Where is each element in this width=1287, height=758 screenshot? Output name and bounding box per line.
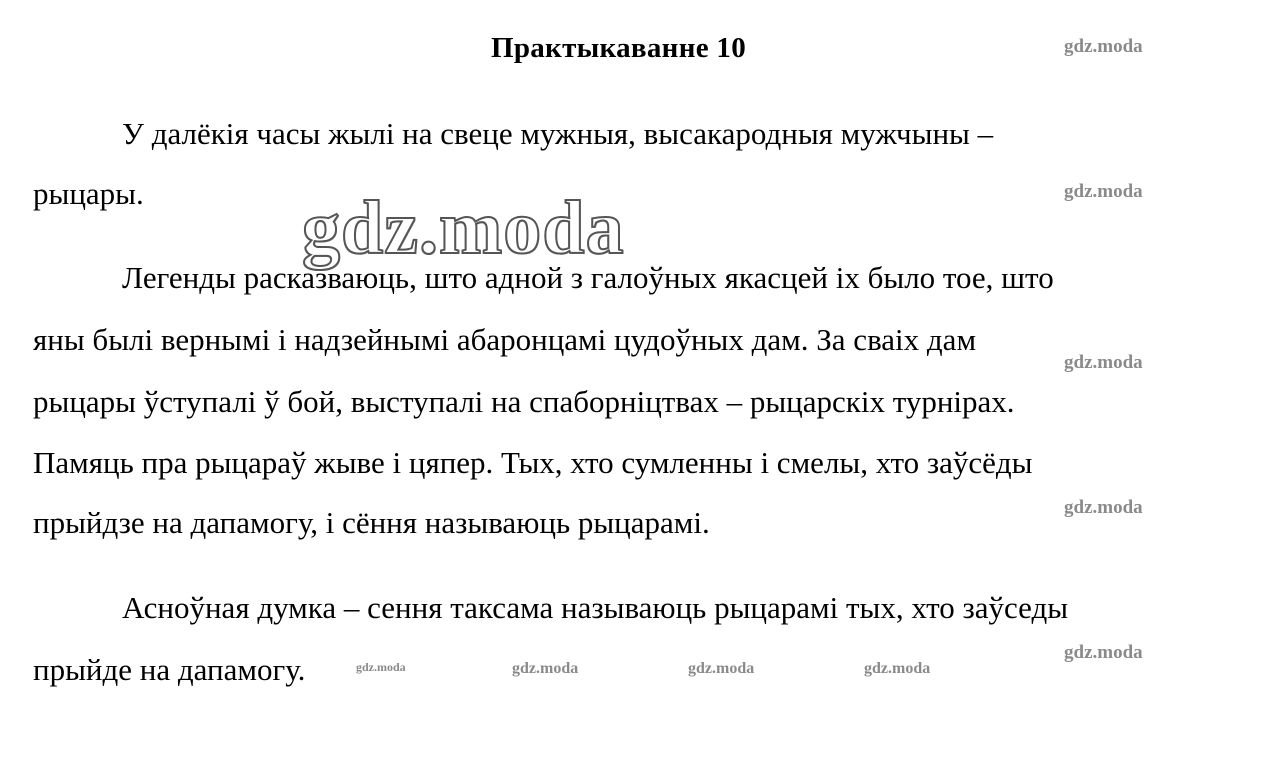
page-title: Практыкаванне 10 [490,32,747,64]
paragraph-2-line-5: прыйдзе на дапамогу, і сёння называюць рыцарамі. [33,505,710,540]
watermark-right-4: gdz.moda [1064,497,1143,518]
watermark-inline-3: gdz.moda [864,660,931,677]
watermark-right-5: gdz.moda [1064,642,1143,663]
paragraph-2-line-2: яны былі вернымі і надзейнымі абаронцамі цудоўных дам. За сваіх дам [33,322,977,357]
watermark-inline-2: gdz.moda [688,660,755,677]
paragraph-3-line-1: Асноўная думка – сення таксама называюць рыцарамі тых, хто заўседы [122,590,1069,625]
paragraph-3-line-2: прыйде на дапамогу. [33,652,306,687]
paragraph-1-line-2: рыцары. [33,176,144,211]
large-watermark: gdz.moda [302,186,625,270]
watermark-right-2: gdz.moda [1064,181,1143,202]
paragraph-2-line-3: рыцары ўступалі ў бой, выступалі на спаборніцтвах – рыцарскіх турнірах. [33,384,1015,419]
paragraph-2-line-4: Памяць пра рыцараў жыве і цяпер. Тых, хто сумленны і смелы, хто заўсёды [33,445,1033,480]
watermark-right-1: gdz.moda [1064,36,1143,57]
paragraph-2-line-1: Легенды расказваюць, што адной з галоўных якасцей іх было тое, што [122,260,1054,295]
watermark-right-3: gdz.moda [1064,352,1143,373]
watermark-inline-1: gdz.moda [512,660,579,677]
paragraph-1-line-1: У далёкія часы жылі на свеце мужныя, высакародныя мужчыны – [122,116,994,151]
watermark-inline-tiny: gdz.moda [356,660,406,674]
